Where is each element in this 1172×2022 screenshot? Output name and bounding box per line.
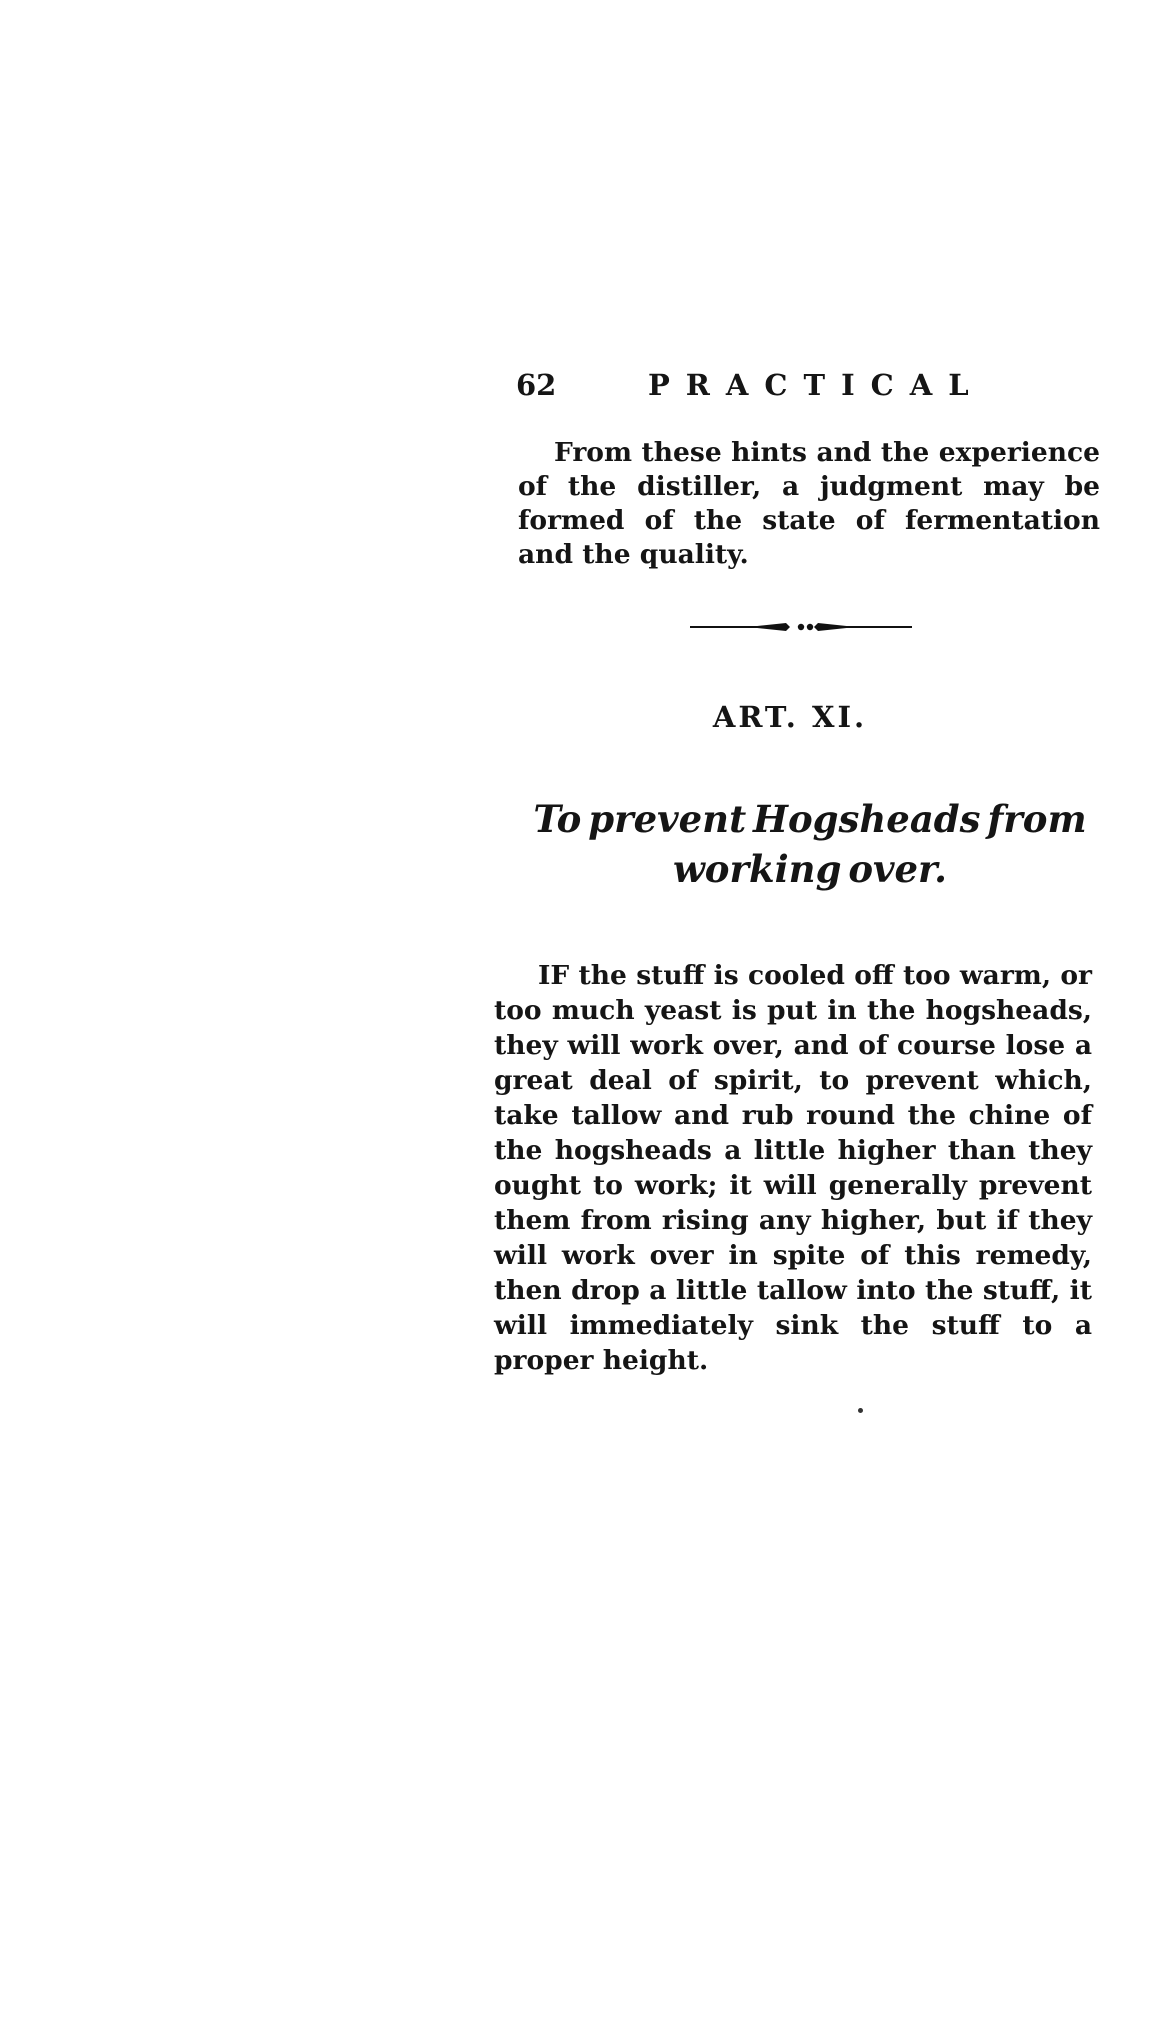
running-title: PRACTICAL — [648, 368, 985, 402]
ornamental-divider — [690, 619, 912, 635]
opening-paragraph: From these hints and the experience of the distiller, a judgment may be formed of the state of fermentation and the quality. — [518, 437, 1100, 570]
article-body: IF the stuff is cooled off too warm, or too much yeast is put in the hogsheads, they will work over, and of course lose a great deal of spirit, to prevent which, take tallow and rub round the chine of the hogsheads a little higher than they ought to work; it will generally prevent them from rising any higher, but if they will work over in spite of this remedy, then drop a little tallow into the stuff, it will immediately sink the stuff to a proper height. — [494, 960, 1092, 1376]
page-number: 62 — [516, 368, 557, 402]
running-head — [516, 368, 996, 412]
article-number: ART. XI. — [712, 700, 868, 734]
ink-speck — [858, 1408, 863, 1413]
article-title: To prevent Hogsheads from working over. — [533, 797, 1087, 891]
divider-rule-icon — [690, 619, 912, 635]
